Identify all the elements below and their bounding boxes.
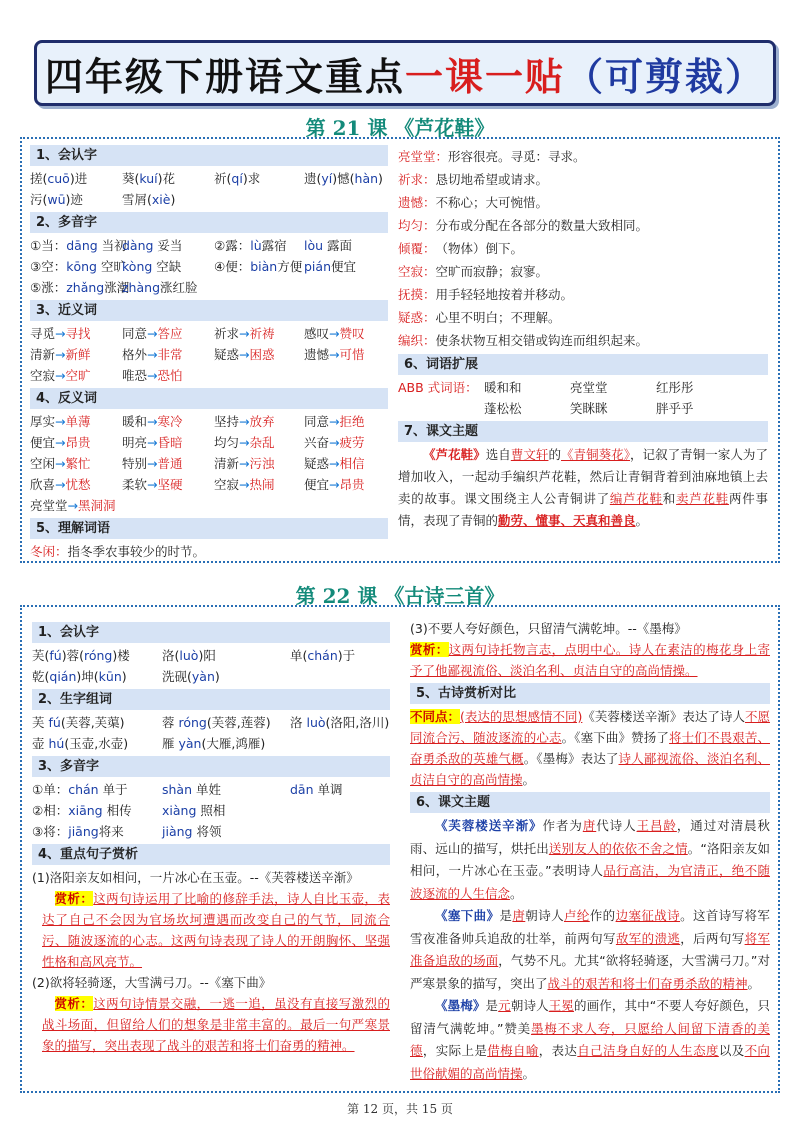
abb-word: 红彤彤 [656, 380, 694, 395]
definition-term: 均匀： [398, 218, 436, 233]
abb-word: 胖乎乎 [656, 401, 694, 416]
item-cell: ③空：kōng 空旷 [30, 259, 126, 274]
lesson22-title: 第 22 课 《古诗三首》 [295, 584, 505, 608]
text-fragment: ，表达 [538, 1043, 578, 1058]
item-cell: 芙(fú)蓉(róng)楼 [32, 648, 130, 663]
definition-row [398, 306, 768, 329]
definition-text: 空旷而寂静；寂寥。 [435, 264, 549, 279]
item-cell: ②露：lù露宿 [214, 238, 287, 253]
compare-text [410, 706, 770, 790]
definition-row [398, 329, 768, 352]
definition-text: 使条状物互相交错或钩连而组织起来。 [435, 333, 649, 348]
poem-commentary [410, 639, 770, 681]
item-cell: zhàng涨红脸 [122, 280, 198, 295]
text-fragment: 曹文轩 [510, 447, 549, 462]
item-row [30, 432, 388, 453]
item-cell: ⑤涨：zhǎng涨潮 [30, 280, 130, 295]
definition-row [398, 191, 768, 214]
commentary-text: 这两句诗托物言志，点明中心。诗人在素洁的梅花身上寄予了他鄙视流俗、淡泊名利、贞洁自守的高尚情操。 [410, 642, 770, 678]
theme-paragraph [410, 995, 770, 1085]
item-row [30, 256, 388, 277]
text-fragment: 敌军的溃逃 [615, 930, 681, 946]
item-cell: 感叹→赞叹 [304, 326, 365, 341]
item-cell: 暖和→寒冷 [122, 414, 183, 429]
item-cell: dān 单调 [290, 782, 343, 797]
item-cell: 遗(yí)憾(hàn) [304, 171, 383, 186]
item-cell: 寻觅→寻找 [30, 326, 91, 341]
item-cell: kòng 空缺 [122, 259, 182, 274]
abb-row [398, 398, 768, 419]
abb-row [398, 377, 768, 398]
section-heading: 7、课文主题 [398, 421, 768, 442]
definition-text: 形容很亮。寻觅：寻求。 [448, 149, 586, 164]
text-fragment: 将士们不畏艰苦、奋勇杀敌的英雄气概 [410, 730, 770, 766]
text-fragment: 是 [499, 908, 513, 923]
definition-row [398, 214, 768, 237]
lesson22-left-column [32, 620, 390, 1056]
text-fragment: 唐 [512, 908, 526, 923]
section-heading: 3、多音字 [32, 756, 390, 777]
definition-row [398, 283, 768, 306]
text-fragment: 的 [548, 447, 561, 462]
definition-term: 抚摸： [398, 287, 436, 302]
item-cell: dàng 妥当 [122, 238, 183, 253]
item-cell: 便宜→昂贵 [304, 477, 365, 492]
definition-term: 疑惑： [398, 310, 436, 325]
item-cell: 洗砚(yàn) [162, 669, 220, 684]
item-row [30, 453, 388, 474]
text-fragment: 代诗人 [596, 818, 637, 833]
item-row [32, 779, 390, 800]
item-cell: ③将：jiāng将来 [32, 824, 124, 839]
section-heading: 2、多音字 [30, 212, 388, 233]
item-row [30, 344, 388, 365]
text-fragment: 朝诗人 [510, 998, 549, 1013]
poem-sentence: (2)欲将轻骑逐，大雪满弓刀。--《塞下曲》 [32, 975, 272, 990]
item-row [30, 541, 388, 562]
item-cell: 芙 fú(芙蓉,芙蕖) [32, 715, 125, 730]
lesson21-left-column [30, 143, 388, 562]
poem-sentence: (1)洛阳亲友如相问，一片冰心在玉壶。--《芙蓉楼送辛渐》 [32, 870, 359, 885]
page-title-note: （可剪裁） [565, 54, 766, 99]
section-heading: 3、近义词 [30, 300, 388, 321]
item-cell: 坚持→放弃 [214, 414, 275, 429]
lesson21-theme-text [398, 444, 768, 532]
abb-word: 亮堂堂 [570, 380, 608, 395]
definition-text: 分布或分配在各部分的数量大致相同。 [435, 218, 649, 233]
item-cell: jiàng 将领 [162, 824, 222, 839]
section-heading: 4、反义词 [30, 388, 388, 409]
item-cell: 空寂→热闹 [214, 477, 275, 492]
text-fragment: 以及 [718, 1043, 745, 1058]
abb-word: 笑眯眯 [570, 401, 608, 416]
poem-commentary [32, 993, 390, 1056]
item-cell: 均匀→杂乱 [214, 435, 275, 450]
definition-row [398, 145, 768, 168]
definition-text: 心里不明白；不理解。 [435, 310, 561, 325]
text-fragment: ，记叙了青铜一家人为了增加收入，一起动手编织芦花鞋，然后让青铜背着到油麻地镇上去卖的故事。课文围绕主人公青铜讲了 [398, 447, 768, 506]
item-row [30, 495, 388, 516]
item-cell: 清新→新鲜 [30, 347, 91, 362]
text-fragment: 借梅自喻 [487, 1043, 539, 1058]
item-cell: 洛(luò)阳 [162, 648, 216, 663]
item-cell: ②相：xiāng 相传 [32, 803, 132, 818]
text-fragment: 《芦花鞋》 [423, 447, 486, 462]
definition-text: 用手轻轻地按着并移动。 [435, 287, 574, 302]
poem-sentence: (3)不要人夸好颜色，只留清气满乾坤。--《墨梅》 [410, 621, 687, 636]
page-title-highlight: 一课一贴 [404, 54, 565, 99]
text-fragment: 两件事情，表现了青铜的 [398, 491, 768, 528]
text-fragment: ，实际上是 [422, 1043, 488, 1058]
text-fragment: 卢纶 [563, 908, 590, 923]
definition-text: 不称心；大可惋惜。 [435, 195, 549, 210]
text-fragment: 作者为 [542, 818, 583, 833]
text-fragment: 选自 [485, 447, 511, 462]
item-cell: 亮堂堂→黑洞洞 [30, 498, 116, 513]
item-cell: xiàng 照相 [162, 803, 226, 818]
item-row [32, 800, 390, 821]
item-cell: 厚实→单薄 [30, 414, 91, 429]
commentary-text: 这两句诗运用了比喻的修辞手法，诗人自比玉壶，表达了自己不会因为官场坎坷遭遇而改变自己的气节，同流合污、随波逐流的心志。这两句诗表现了诗人的开朗胸怀、坚强性格和高风亮节。 [42, 891, 390, 969]
item-row [32, 712, 390, 733]
item-cell: ①当：dāng 当初 [30, 238, 127, 253]
definition-term: 编织： [398, 333, 436, 348]
item-cell: 唯恐→恐怕 [122, 368, 183, 383]
text-fragment: 卖芦花鞋 [676, 491, 729, 506]
item-row [30, 235, 388, 256]
text-fragment: ，后两句写 [680, 930, 745, 946]
item-cell: lòu 露面 [304, 238, 353, 253]
item-cell: 空寂→空旷 [30, 368, 91, 383]
item-row [30, 277, 388, 298]
text-fragment: ，气势不凡。尤其“欲将轻骑逐，大雪满弓刀。”对严寒景象的描写，突出了 [410, 953, 770, 991]
abb-word: 暖和和 [484, 380, 522, 395]
definition-term: 亮堂堂： [398, 149, 449, 164]
item-cell: pián便宜 [304, 259, 357, 274]
item-cell: 空闲→繁忙 [30, 456, 91, 471]
text-fragment: 唐 [582, 818, 597, 833]
item-cell: 清新→污浊 [214, 456, 275, 471]
item-cell: 格外→非常 [122, 347, 183, 362]
text-fragment: 。 [510, 885, 523, 901]
text-fragment: 。这首诗写将军雪夜准备帅兵追敌的壮举，前两句写 [410, 908, 770, 946]
definition-row [398, 237, 768, 260]
compare-label: 不同点： [410, 709, 461, 724]
item-cell: 污(wū)迹 [30, 192, 83, 207]
text-fragment: 王冕 [548, 998, 574, 1013]
definition-text: 恳切地希望或请求。 [435, 172, 549, 187]
item-row [30, 411, 388, 432]
text-fragment: 是 [485, 998, 499, 1013]
definition-term: 祈求： [398, 172, 436, 187]
item-cell: 同意→拒绝 [304, 414, 365, 429]
item-row [32, 666, 390, 687]
text-fragment: 墨梅不求人夸，只愿给人间留下清香的美德 [410, 1020, 770, 1058]
text-fragment: (表达的思想感情不同) [460, 709, 583, 724]
item-cell: 欣喜→忧愁 [30, 477, 91, 492]
item-cell: 乾(qián)坤(kūn) [32, 669, 127, 684]
text-fragment: 自己洁身自好的人生态度 [577, 1043, 719, 1058]
text-fragment: 和 [662, 491, 677, 506]
lesson21-right-column [398, 145, 768, 532]
text-fragment: 《芙蓉楼送辛渐》 [435, 818, 543, 833]
item-cell: 单(chán)于 [290, 648, 356, 663]
item-cell: 兴奋→疲劳 [304, 435, 365, 450]
definition-text: （物体）倒下。 [435, 241, 524, 256]
page-footer: 第 12 页，共 15 页 [347, 1102, 453, 1116]
commentary-text: 这两句诗情景交融，一逃一追，虽没有直接写激烈的战斗场面，但留给人们的想象是非常丰富的。最后一句严寒景象的描写，突出表现了战斗的艰苦和将士们奋勇的精神。 [42, 996, 390, 1053]
section-heading: 1、会认字 [30, 145, 388, 166]
item-cell: ①单：chán 单于 [32, 782, 128, 797]
text-fragment: 不向世俗献媚的高尚情操 [410, 1043, 770, 1081]
text-fragment: 送别友人的依依不舍之情 [548, 840, 688, 856]
text-fragment: 元 [498, 998, 511, 1013]
text-fragment: 。 [635, 513, 649, 528]
text-fragment: 编芦花鞋 [609, 491, 663, 506]
item-cell: 葵(kuí)花 [122, 171, 176, 186]
text-fragment: 。“洛阳亲友如相问，一片冰心在玉壶。”表明诗人 [410, 840, 770, 878]
item-cell: 特别→普通 [122, 456, 183, 471]
text-fragment: 《芙蓉楼送辛渐》表达了诗人 [582, 709, 745, 724]
section-heading: 5、理解词语 [30, 518, 388, 539]
commentary-label: 赏析： [54, 996, 94, 1011]
page-title-box [34, 40, 776, 106]
lesson22-right-column [410, 618, 770, 1085]
item-cell: ④便：biàn方便 [214, 259, 303, 274]
item-cell: 壶 hú(玉壶,水壶) [32, 736, 129, 751]
definition-term: 倾覆： [398, 241, 436, 256]
theme-paragraph [410, 815, 770, 905]
text-fragment: 王昌龄 [636, 818, 677, 833]
text-fragment: 《塞下曲》 [435, 908, 500, 923]
item-cell: 雪屑(xiè) [122, 192, 176, 207]
commentary-label: 赏析： [54, 891, 94, 906]
text-fragment: 勤劳、懂事、天真和善良 [498, 513, 636, 528]
item-cell: 疑惑→相信 [304, 456, 365, 471]
item-cell: 蓉 róng(芙蓉,莲蓉) [162, 715, 271, 730]
item-cell: 冬闲：指冬季农事较少的时节。 [30, 544, 206, 559]
theme-paragraph [410, 905, 770, 995]
text-fragment: 。 [747, 975, 761, 991]
item-cell: 疑惑→困惑 [214, 347, 275, 362]
lesson21-title: 第 21 课 《芦花鞋》 [305, 116, 495, 140]
text-fragment: ，通过对清晨秋雨、远山的描写，烘托出 [410, 818, 770, 856]
item-row [30, 365, 388, 386]
text-fragment: 的画作，其中“不要人夸好颜色，只留清气满乾坤。”赞美 [410, 998, 770, 1036]
item-row [30, 323, 388, 344]
item-cell: 洛 luò(洛阳,洛川) [290, 715, 390, 730]
text-fragment: 。 [522, 772, 536, 787]
item-row [32, 821, 390, 842]
item-cell: 遗憾→可惜 [304, 347, 365, 362]
item-cell: 便宜→昂贵 [30, 435, 91, 450]
section-heading: 2、生字组词 [32, 689, 390, 710]
section-heading: 5、古诗赏析对比 [410, 683, 770, 704]
text-fragment: 作的 [589, 908, 616, 923]
item-row [32, 733, 390, 754]
text-fragment: 《墨梅》 [435, 998, 486, 1013]
text-fragment: 不愿同流合污、随波逐流的心志 [410, 709, 770, 745]
item-cell: 同意→答应 [122, 326, 183, 341]
item-cell: 雁 yàn(大雁,鸿雁) [162, 736, 266, 751]
definition-term: 遗憾： [398, 195, 436, 210]
section-heading: 1、会认字 [32, 622, 390, 643]
section-heading: 4、重点句子赏析 [32, 844, 390, 865]
item-cell: shàn 单姓 [162, 782, 222, 797]
definition-row [398, 168, 768, 191]
text-fragment: 。《塞下曲》赞扬了 [561, 730, 670, 745]
text-fragment: 。《墨梅》表达了 [523, 751, 619, 766]
text-fragment: 《青铜葵花》 [561, 447, 631, 462]
item-cell: 明亮→昏暗 [122, 435, 183, 450]
abb-word: 蓬松松 [484, 401, 522, 416]
definition-row [398, 260, 768, 283]
item-row [32, 645, 390, 666]
text-fragment: 朝诗人 [525, 908, 564, 923]
text-fragment: 。 [522, 1065, 536, 1081]
commentary-label: 赏析： [410, 642, 449, 657]
item-row [30, 189, 388, 210]
text-fragment: 边塞征战诗 [615, 908, 681, 923]
text-fragment: 将军准备追敌的场面 [410, 930, 770, 968]
text-fragment: 诗人鄙视流俗、淡泊名利、贞洁自守的高尚情操 [410, 751, 770, 787]
poem-commentary [32, 888, 390, 972]
definition-term: 空寂： [398, 264, 436, 279]
page-title-main: 四年级下册语文重点 [44, 54, 405, 99]
item-row [30, 474, 388, 495]
item-cell: 祈(qí)求 [214, 171, 261, 186]
abb-label: ABB 式词语： [398, 380, 478, 395]
text-fragment: 战斗的艰苦和将士们奋勇杀敌的精神 [547, 975, 748, 991]
text-fragment: 品行高洁，为官清正，绝不随波逐流的人生信念 [410, 863, 770, 901]
item-cell: 祈求→祈祷 [214, 326, 275, 341]
item-cell: 搓(cuō)进 [30, 171, 88, 186]
section-heading: 6、课文主题 [410, 792, 770, 813]
item-row [30, 168, 388, 189]
section-heading: 6、词语扩展 [398, 354, 768, 375]
item-cell: 柔软→坚硬 [122, 477, 183, 492]
